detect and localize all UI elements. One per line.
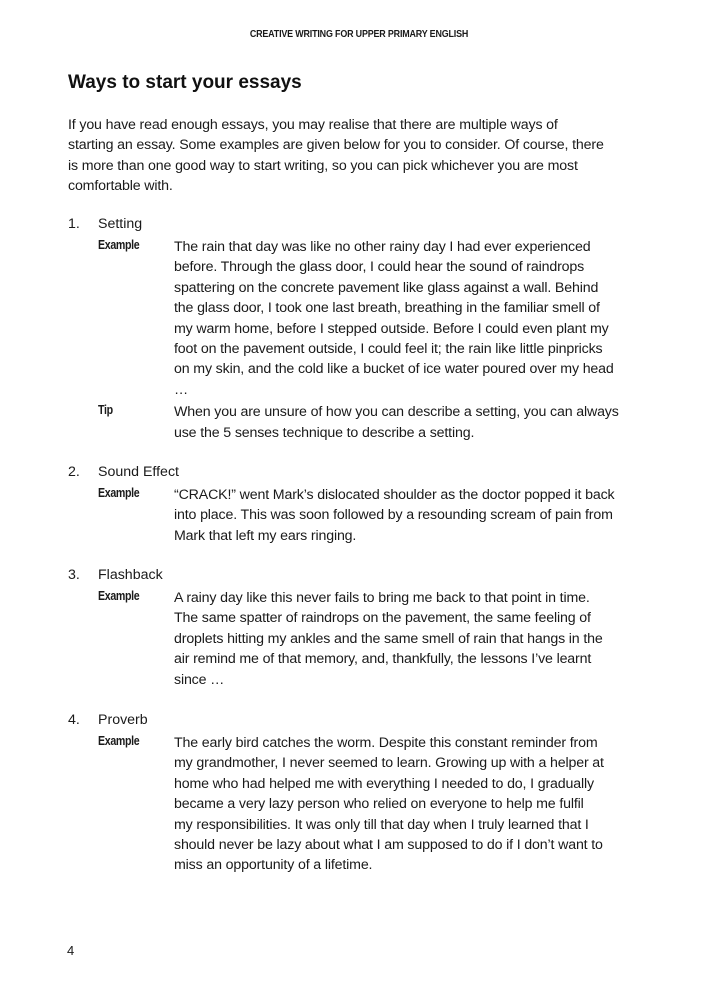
section-title: Setting bbox=[98, 216, 143, 232]
text-line: my responsibilities. It was only till that day when I truly learned that I bbox=[174, 816, 589, 833]
text-line: spattering on the concrete pavement like glass against a wall. Behind bbox=[174, 279, 599, 296]
example-label: Example bbox=[98, 589, 140, 603]
example-row bbox=[68, 237, 668, 400]
text-line: The early bird catches the worm. Despite this constant reminder from bbox=[174, 735, 598, 751]
section-number: 3. bbox=[68, 567, 80, 583]
section-proverb bbox=[68, 710, 668, 876]
text-line: When you are unsure of how you can describe a setting, you can always bbox=[174, 404, 619, 421]
intro-line: starting an essay. Some examples are given below for you to consider. Of course, there bbox=[68, 137, 604, 154]
section-heading bbox=[68, 462, 668, 482]
text-line: miss an opportunity of a lifetime. bbox=[174, 857, 373, 874]
section-flashback bbox=[68, 565, 668, 690]
tip-text bbox=[174, 402, 668, 443]
example-label: Example bbox=[98, 734, 140, 748]
text-line: use the 5 senses technique to describe a setting. bbox=[174, 424, 475, 441]
section-heading bbox=[68, 710, 668, 730]
text-line: became a very lazy person who relied on everyone to help me fulfil bbox=[174, 796, 584, 813]
section-title: Sound Effect bbox=[98, 464, 179, 480]
text-line: … bbox=[174, 381, 189, 398]
text-line: droplets hitting my ankles and the same smell of rain that hangs in the bbox=[174, 630, 603, 647]
text-line: should never be lazy about what I am supposed to do if I don’t want to bbox=[174, 837, 603, 854]
text-line: “CRACK!” went Mark’s dislocated shoulder as the doctor popped it back bbox=[174, 487, 615, 503]
example-text bbox=[174, 733, 668, 876]
section-setting bbox=[68, 214, 668, 443]
section-heading bbox=[68, 214, 668, 234]
page-number: 4 bbox=[67, 943, 75, 958]
example-row bbox=[68, 588, 668, 690]
section-heading bbox=[68, 565, 668, 585]
example-text bbox=[174, 237, 668, 400]
example-text bbox=[174, 588, 668, 690]
page-title: Ways to start your essays bbox=[68, 72, 302, 93]
tip-row bbox=[68, 402, 668, 443]
text-line: before. Through the glass door, I could hear the sound of raindrops bbox=[174, 259, 585, 276]
text-line: home who had helped me with everything I needed to do, I gradually bbox=[174, 775, 594, 792]
text-line: Mark that left my ears ringing. bbox=[174, 527, 357, 544]
example-row bbox=[68, 485, 668, 546]
intro-line: If you have read enough essays, you may realise that there are multiple ways of bbox=[68, 117, 558, 133]
text-line: into place. This was soon followed by a resounding scream of pain from bbox=[174, 507, 613, 524]
section-number: 1. bbox=[68, 216, 80, 232]
intro-line: comfortable with. bbox=[68, 178, 173, 195]
text-line: my grandmother, I never seemed to learn. Growing up with a helper at bbox=[174, 755, 604, 772]
text-line: air remind me of that memory, and, thankfully, the lessons I’ve learnt bbox=[174, 651, 592, 668]
text-line: A rainy day like this never fails to bring me back to that point in time. bbox=[174, 590, 590, 606]
running-header: CREATIVE WRITING FOR UPPER PRIMARY ENGLISH bbox=[249, 28, 469, 40]
example-text bbox=[174, 485, 668, 546]
text-line: the glass door, I took one last breath, breathing in the familiar smell of bbox=[174, 300, 600, 317]
tip-label: Tip bbox=[98, 403, 113, 418]
text-line: since … bbox=[174, 671, 225, 688]
section-title: Flashback bbox=[98, 567, 163, 583]
intro-line: is more than one good way to start writing, so you can pick whichever you are most bbox=[68, 157, 578, 174]
example-row bbox=[68, 733, 668, 876]
section-title: Proverb bbox=[98, 712, 148, 728]
intro-paragraph bbox=[68, 115, 658, 197]
text-line: on my skin, and the cold like a bucket of ice water poured over my head bbox=[174, 361, 614, 378]
section-number: 2. bbox=[68, 464, 80, 480]
text-line: foot on the pavement outside, I could feel it; the rain like little pinpricks bbox=[174, 341, 603, 358]
example-label: Example bbox=[98, 486, 140, 500]
text-line: The rain that day was like no other rainy day I had ever experienced bbox=[174, 239, 591, 255]
example-label: Example bbox=[98, 238, 140, 252]
text-line: The same spatter of raindrops on the pavement, the same feeling of bbox=[174, 610, 591, 627]
section-sound-effect bbox=[68, 462, 668, 546]
text-line: my warm home, before I stepped outside. Before I could even plant my bbox=[174, 320, 609, 337]
section-number: 4. bbox=[68, 712, 80, 728]
